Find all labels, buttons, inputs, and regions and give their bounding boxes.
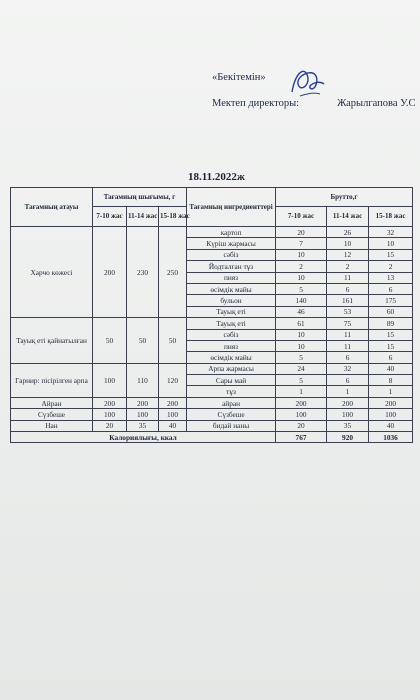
ingredient-gross: 200	[276, 397, 327, 408]
ingredient-gross: 100	[369, 409, 413, 420]
director-label: Мектеп директоры:	[212, 98, 300, 109]
table-row	[11, 318, 413, 329]
menu-table	[10, 187, 413, 443]
total-label: Калориялығы, ккал	[11, 432, 276, 443]
dish-portion: 250	[159, 227, 187, 318]
ingredient-gross: 13	[369, 272, 413, 283]
ingredient-gross: 1	[327, 386, 369, 397]
ingredient-gross: 10	[369, 238, 413, 249]
ingredient-gross: 11	[327, 329, 369, 340]
dish-portion: 200	[93, 397, 127, 408]
ingredient-gross: 5	[276, 283, 327, 294]
header-age-portion: 15-18 жас	[159, 207, 187, 227]
ingredient-gross: 20	[276, 227, 327, 238]
ingredient-gross: 24	[276, 363, 327, 374]
ingredient-name: бидай наны	[187, 420, 276, 431]
dish-name: Тауық еті қайнатылған	[11, 318, 93, 364]
ingredient-name: Йодталған тұз	[187, 261, 276, 272]
ingredient-gross: 32	[327, 363, 369, 374]
ingredient-gross: 46	[276, 306, 327, 317]
ingredient-name: Сары май	[187, 375, 276, 386]
dish-portion: 200	[159, 397, 187, 408]
total-calories: 920	[327, 432, 369, 443]
ingredient-name: сәбіз	[187, 329, 276, 340]
ingredient-gross: 5	[276, 375, 327, 386]
dish-portion: 50	[93, 318, 127, 364]
ingredient-gross: 2	[369, 261, 413, 272]
ingredient-gross: 10	[276, 329, 327, 340]
ingredient-name: пияз	[187, 340, 276, 351]
director-signature-icon	[286, 62, 326, 102]
dish-portion: 120	[159, 363, 187, 397]
header-ingredients: Тағамның ингредиенттері	[187, 188, 276, 227]
ingredient-gross: 75	[327, 318, 369, 329]
dish-portion: 50	[127, 318, 159, 364]
ingredient-name: өсімдік майы	[187, 283, 276, 294]
ingredient-name: бульон	[187, 295, 276, 306]
ingredient-gross: 10	[327, 238, 369, 249]
dish-name: Гарнир: пісірілген арпа	[11, 363, 93, 397]
header-age-gross: 11-14 жас	[327, 207, 369, 227]
ingredient-gross: 5	[276, 352, 327, 363]
ingredient-gross: 10	[276, 340, 327, 351]
header-gross: Брутто,г	[276, 188, 413, 207]
dish-portion: 40	[159, 420, 187, 431]
dish-portion: 100	[93, 409, 127, 420]
dish-portion: 230	[127, 227, 159, 318]
ingredient-gross: 15	[369, 329, 413, 340]
ingredient-gross: 6	[327, 352, 369, 363]
ingredient-gross: 35	[327, 420, 369, 431]
ingredient-gross: 7	[276, 238, 327, 249]
ingredient-gross: 11	[327, 272, 369, 283]
header-age-gross: 7-10 жас	[276, 207, 327, 227]
ingredient-gross: 89	[369, 318, 413, 329]
table-row	[11, 397, 413, 408]
ingredient-name: Тауық еті	[187, 306, 276, 317]
ingredient-gross: 2	[276, 261, 327, 272]
dish-portion: 200	[93, 227, 127, 318]
ingredient-gross: 161	[327, 295, 369, 306]
menu-body	[11, 227, 413, 443]
ingredient-gross: 6	[369, 283, 413, 294]
dish-name: Харчо көжесі	[11, 227, 93, 318]
dish-portion: 20	[93, 420, 127, 431]
ingredient-gross: 40	[369, 420, 413, 431]
ingredient-gross: 6	[327, 375, 369, 386]
approval-title: «Бекітемін»	[212, 72, 266, 83]
menu-date: 18.11.2022ж	[188, 171, 245, 183]
dish-portion: 200	[127, 397, 159, 408]
ingredient-gross: 100	[276, 409, 327, 420]
ingredient-name: айран	[187, 397, 276, 408]
ingredient-name: Күріш жармасы	[187, 238, 276, 249]
dish-portion: 100	[93, 363, 127, 397]
ingredient-gross: 26	[327, 227, 369, 238]
table-row	[11, 227, 413, 238]
total-row	[11, 432, 413, 443]
ingredient-gross: 53	[327, 306, 369, 317]
ingredient-gross: 100	[327, 409, 369, 420]
ingredient-gross: 10	[276, 249, 327, 260]
ingredient-gross: 32	[369, 227, 413, 238]
header-age-gross: 15-18 жас	[369, 207, 413, 227]
ingredient-gross: 140	[276, 295, 327, 306]
header-dish-name: Тағамның атауы	[11, 188, 93, 227]
header-age-portion: 7-10 жас	[93, 207, 127, 227]
dish-name: Нан	[11, 420, 93, 431]
ingredient-gross: 15	[369, 249, 413, 260]
ingredient-gross: 61	[276, 318, 327, 329]
ingredient-gross: 15	[369, 340, 413, 351]
ingredient-gross: 6	[327, 283, 369, 294]
dish-portion: 100	[159, 409, 187, 420]
ingredient-name: тұз	[187, 386, 276, 397]
ingredient-name: Тауық еті	[187, 318, 276, 329]
ingredient-gross: 11	[327, 340, 369, 351]
dish-portion: 50	[159, 318, 187, 364]
dish-portion: 110	[127, 363, 159, 397]
ingredient-gross: 1	[369, 386, 413, 397]
ingredient-gross: 175	[369, 295, 413, 306]
dish-name: Сүзбеше	[11, 409, 93, 420]
ingredient-gross: 2	[327, 261, 369, 272]
ingredient-gross: 8	[369, 375, 413, 386]
dish-name: Айран	[11, 397, 93, 408]
table-row	[11, 420, 413, 431]
ingredient-gross: 6	[369, 352, 413, 363]
ingredient-name: картоп	[187, 227, 276, 238]
ingredient-name: сәбіз	[187, 249, 276, 260]
ingredient-gross: 12	[327, 249, 369, 260]
ingredient-gross: 200	[327, 397, 369, 408]
table-row	[11, 363, 413, 374]
header-age-portion: 11-14 жас	[127, 207, 159, 227]
ingredient-gross: 1	[276, 386, 327, 397]
ingredient-name: өсімдік майы	[187, 352, 276, 363]
ingredient-gross: 40	[369, 363, 413, 374]
header-portion: Тағамның шығымы, г	[93, 188, 187, 207]
ingredient-gross: 10	[276, 272, 327, 283]
total-calories: 767	[276, 432, 327, 443]
ingredient-gross: 20	[276, 420, 327, 431]
ingredient-name: пияз	[187, 272, 276, 283]
table-row	[11, 409, 413, 420]
dish-portion: 100	[127, 409, 159, 420]
ingredient-gross: 60	[369, 306, 413, 317]
director-name: Жарылгапова У.С	[337, 98, 416, 109]
ingredient-name: Арпа жармасы	[187, 363, 276, 374]
ingredient-name: Сүзбеше	[187, 409, 276, 420]
total-calories: 1036	[369, 432, 413, 443]
ingredient-gross: 200	[369, 397, 413, 408]
dish-portion: 35	[127, 420, 159, 431]
